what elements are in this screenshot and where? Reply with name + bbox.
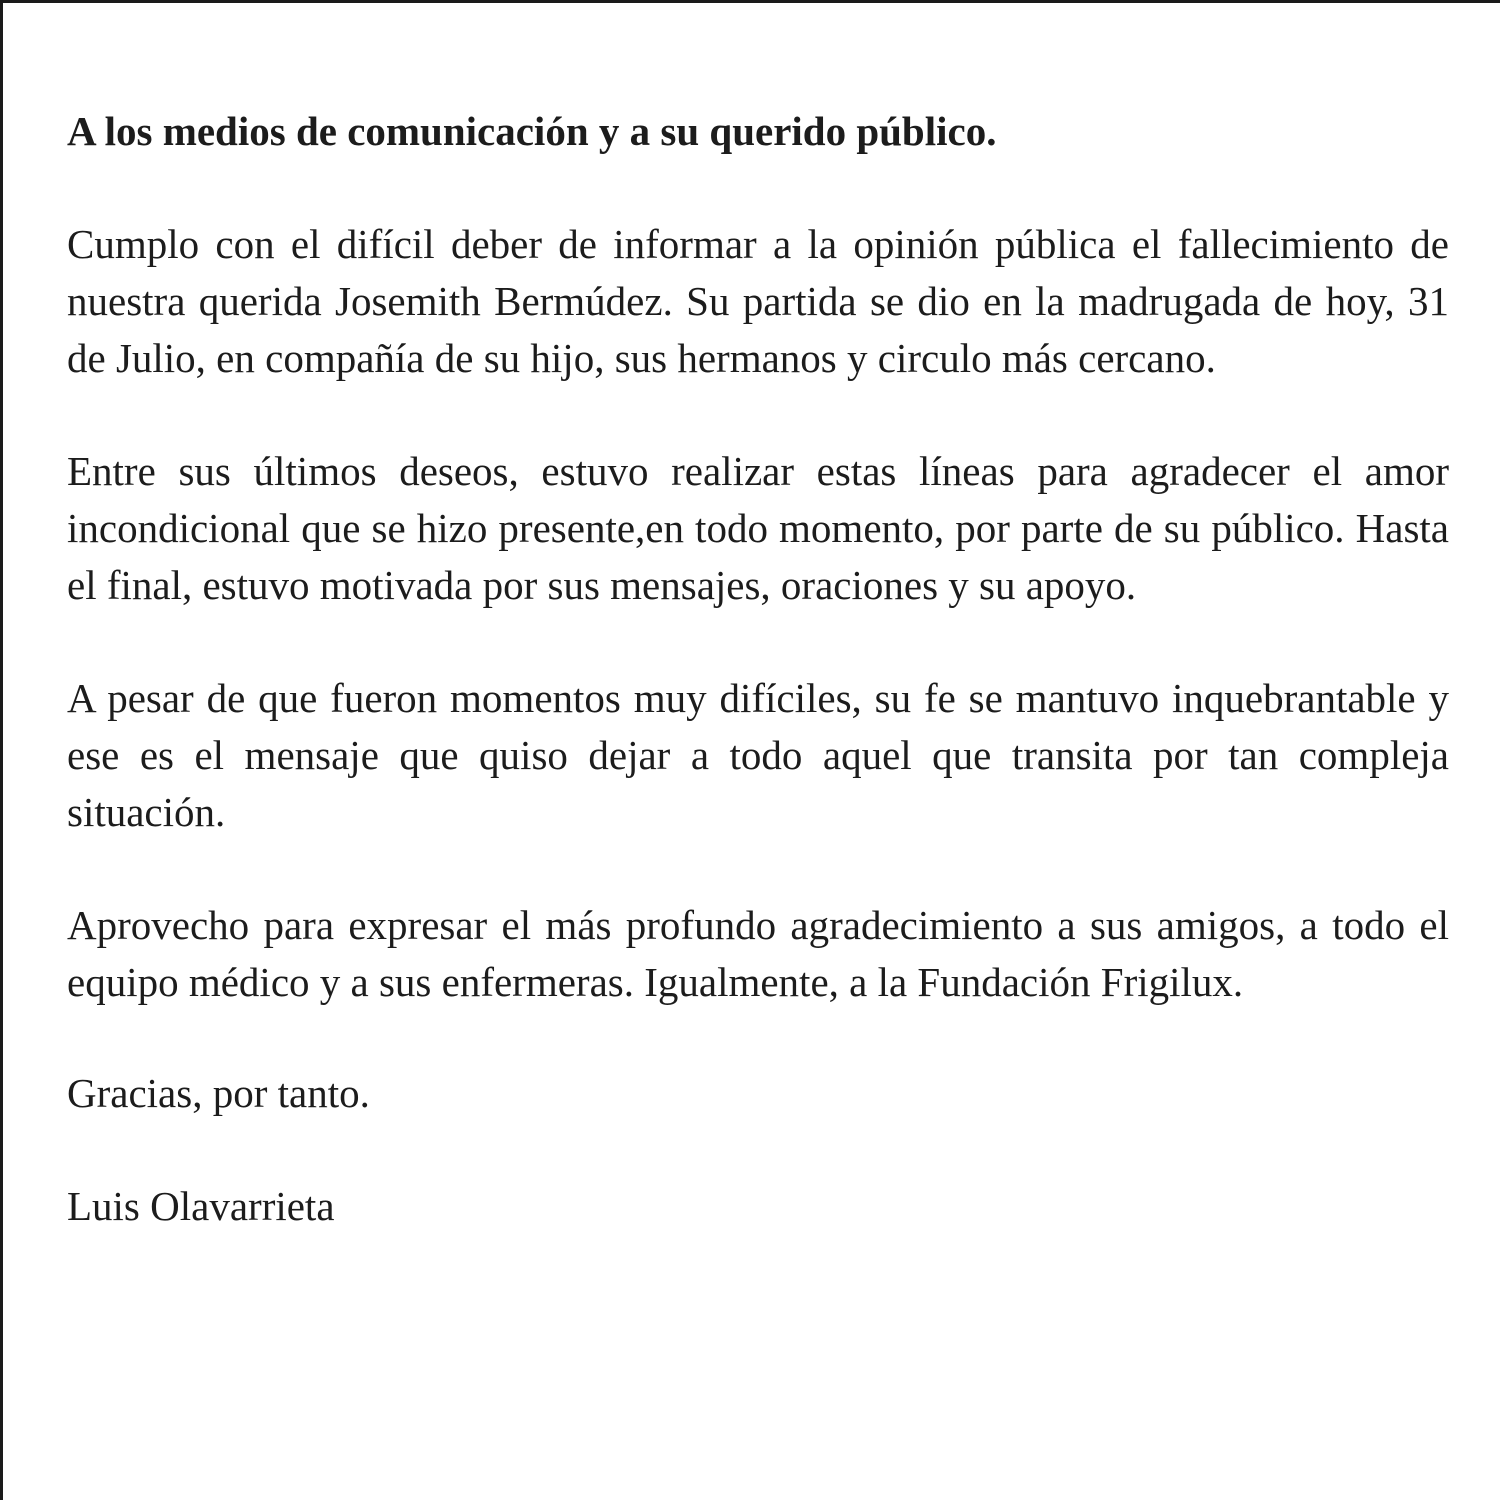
- letter-body: [67, 103, 1449, 1235]
- letter-paragraph-last-wishes: Entre sus últimos deseos, estuvo realizar estas líneas para agradecer el amor incondicional que se hizo presente,en todo momento, por parte de su público. Hasta el final, estuvo motivada por sus mensajes, oraciones y su apoyo.: [67, 448, 1449, 608]
- letter-closing: Gracias, por tanto.: [67, 1070, 370, 1116]
- letter-salutation: A los medios de comunicación y a su querido público.: [67, 108, 997, 154]
- letter-signature: Luis Olavarrieta: [67, 1183, 335, 1229]
- letter-paragraph-announcement: Cumplo con el difícil deber de informar a la opinión pública el fallecimiento de nuestra querida Josemith Bermúdez. Su partida se dio en la madrugada de hoy, 31 de Julio, en compañía de su hijo, sus hermanos y circulo más cercano.: [67, 221, 1449, 381]
- letter-paragraph-gratitude: Aprovecho para expresar el más profundo agradecimiento a sus amigos, a todo el equipo médico y a sus enfermeras. Igualmente, a la Fundación Frigilux.: [67, 902, 1449, 1005]
- letter-paragraph-faith: A pesar de que fueron momentos muy difíciles, su fe se mantuvo inquebrantable y ese es el mensaje que quiso dejar a todo aquel que transita por tan compleja situación.: [67, 675, 1449, 835]
